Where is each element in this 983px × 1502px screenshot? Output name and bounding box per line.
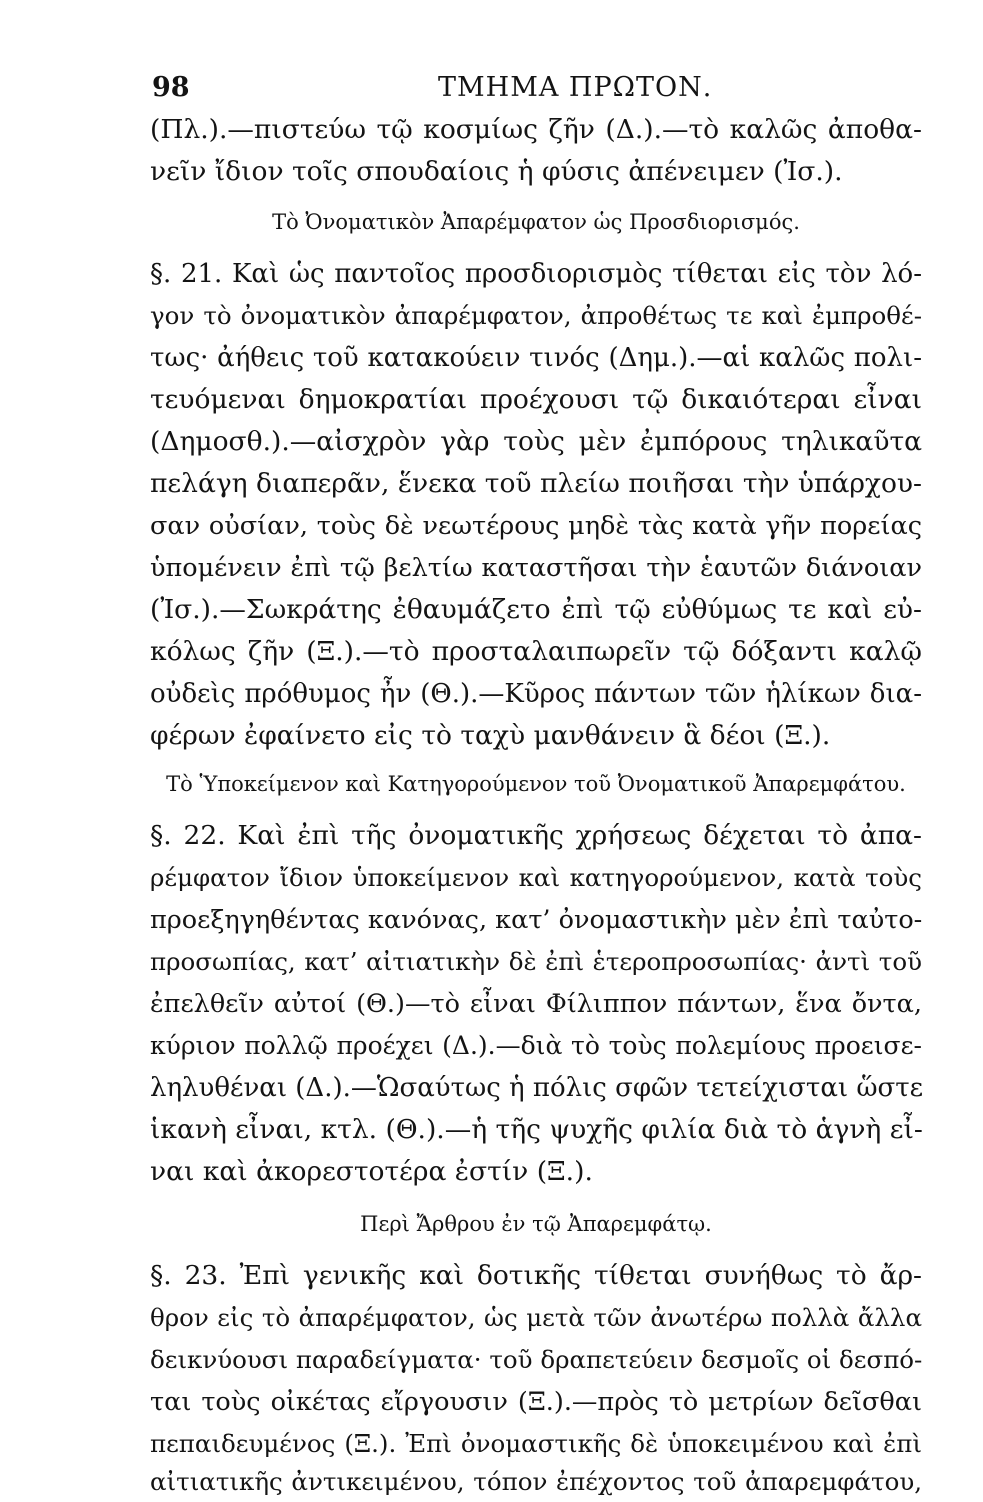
text-line: θρον εἰς τὸ ἀπαρέμφατον, ὡς μετὰ τῶν ἀνωτέρω πολλὰ ἄλλα bbox=[150, 1303, 922, 1332]
text-line: ναι καὶ ἀκορεστοτέρα ἐστίν (Ξ.). bbox=[150, 1156, 593, 1187]
text-line: τευόμεναι δημοκρατίαι προέχουσι τῷ δικαιότεραι εἶναι bbox=[150, 384, 922, 415]
text-line: (Δημοσθ.).—αἰσχρὸν γὰρ τοὺς μὲν ἐμπόρους τηλικαῦτα bbox=[150, 426, 922, 457]
section-heading: Περὶ Ἄρθρου ἐν τῷ Ἀπαρεμφάτῳ. bbox=[360, 1212, 712, 1236]
running-head bbox=[152, 72, 922, 106]
text-line: ἱκανὴ εἶναι, κτλ. (Θ.).—ἡ τῆς ψυχῆς φιλία διὰ τὸ ἁγνὴ εἶ- bbox=[150, 1114, 923, 1145]
text-line: (Ἰσ.).—Σωκράτης ἐθαυμάζετο ἐπὶ τῷ εὐθύμως τε καὶ εὐ- bbox=[150, 594, 922, 625]
text-line: κύριον πολλῷ προέχει (Δ.).—διὰ τὸ τοὺς πολεμίους προεισε- bbox=[150, 1031, 922, 1060]
text-line: §. 22. Καὶ ἐπὶ τῆς ὀνοματικῆς χρήσεως δέχεται τὸ ἀπα- bbox=[150, 820, 922, 851]
text-line: ὑπομένειν ἐπὶ τῷ βελτίω καταστῆσαι τὴν ἑαυτῶν διάνοιαν bbox=[150, 553, 922, 583]
text-line: γον τὸ ὀνοματικὸν ἀπαρέμφατον, ἀπροθέτως τε καὶ ἐμπροθέ- bbox=[150, 301, 922, 330]
text-line: προεξηγηθέντας κανόνας, κατ’ ὀνομαστικὴν μὲν ἐπὶ ταὐτο- bbox=[150, 905, 923, 935]
text-line: προσωπίας, κατ’ αἰτιατικὴν δὲ ἐπὶ ἑτεροπροσωπίας· ἀντὶ τοῦ bbox=[150, 947, 922, 976]
page-number: 98 bbox=[152, 72, 190, 103]
text-line: σαν οὐσίαν, τοὺς δὲ νεωτέρους μηδὲ τὰς κατὰ γῆν πορείας bbox=[150, 511, 922, 541]
text-line: πεπαιδευμένος (Ξ.). Ἐπὶ ὀνομαστικῆς δὲ ὑποκειμένου καὶ ἐπὶ bbox=[150, 1429, 922, 1458]
text-line: ται τοὺς οἰκέτας εἴργουσιν (Ξ.).—πρὸς τὸ μετρίων δεῖσθαι bbox=[150, 1387, 922, 1417]
text-line: ρέμφατον ἴδιον ὑποκείμενον καὶ κατηγορούμενον, κατὰ τοὺς bbox=[150, 863, 922, 892]
text-line: τως· ἀήθεις τοῦ κατακούειν τινός (Δημ.).—αἱ καλῶς πολι- bbox=[150, 343, 922, 373]
text-line: νεῖν ἴδιον τοῖς σπουδαίοις ἡ φύσις ἀπένειμεν (Ἰσ.). bbox=[150, 156, 843, 187]
text-line: ληλυθέναι (Δ.).—Ὡσαύτως ἡ πόλις σφῶν τετείχισται ὥστε bbox=[150, 1073, 924, 1103]
section-heading: Τὸ Ὑποκείμενον καὶ Κατηγορούμενον τοῦ Ὀνοματικοῦ Ἀπαρεμφάτου. bbox=[166, 772, 906, 796]
section-heading: Τὸ Ὀνοματικὸν Ἀπαρέμφατον ὡς Προσδιορισμός. bbox=[272, 210, 800, 234]
text-line: πελάγη διαπερᾶν, ἕνεκα τοῦ πλείω ποιῆσαι τὴν ὑπάρχου- bbox=[150, 468, 922, 499]
text-line: §. 23. Ἐπὶ γενικῆς καὶ δοτικῆς τίθεται συνήθως τὸ ἄρ- bbox=[150, 1260, 922, 1291]
text-line: δεικνύουσι παραδείγματα· τοῦ δραπετεύειν δεσμοῖς οἱ δεσπό- bbox=[150, 1345, 923, 1374]
text-line: φέρων ἐφαίνετο εἰς τὸ ταχὺ μανθάνειν ἃ δέοι (Ξ.). bbox=[150, 720, 831, 751]
text-line: (Πλ.).—πιστεύω τῷ κοσμίως ζῆν (Δ.).—τὸ καλῶς ἀποθα- bbox=[150, 114, 922, 145]
running-title: ΤΜΗΜΑ ΠΡΩΤΟΝ. bbox=[438, 72, 713, 103]
text-line: ἐπελθεῖν αὐτοί (Θ.)—τὸ εἶναι Φίλιππον πάντων, ἕνα ὄντα, bbox=[150, 989, 922, 1019]
text-line: αἰτιατικῆς ἀντικειμένου, τόπον ἐπέχοντος τοῦ ἀπαρεμφάτου, bbox=[150, 1467, 922, 1496]
text-line: οὐδεὶς πρόθυμος ἦν (Θ.).—Κῦρος πάντων τῶν ἡλίκων δια- bbox=[150, 679, 922, 709]
text-line: §. 21. Καὶ ὡς παντοῖος προσδιορισμὸς τίθεται εἰς τὸν λό- bbox=[150, 259, 922, 289]
text-line: κόλως ζῆν (Ξ.).—τὸ προσταλαιπωρεῖν τῷ δόξαντι καλῷ bbox=[150, 636, 922, 667]
